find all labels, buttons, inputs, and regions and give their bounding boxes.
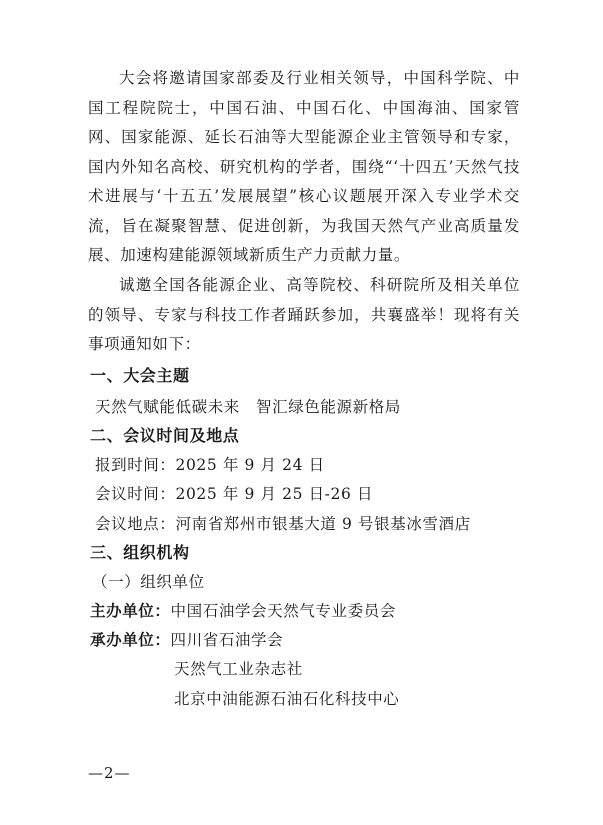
invitation-paragraph: 诚邀全国各能源企业、高等院校、科研院所及相关单位的领导、专家与科技工作者踊跃参加，共襄盛举！现将有关事项通知如下： [88, 276, 520, 353]
intro-paragraph: 大会将邀请国家部委及行业相关领导，中国科学院、中国工程院院士，中国石油、中国石化、中国海油、国家管网、国家能源、延长石油等大型能源企业主管领导和专家，国内外知名高校、研究机构的学者，围绕“‘十四五’天然气技术进展与‘十五五’发展展望”核心议题展开深入专业学术交流，旨在凝聚智慧、促进创新，为我国天然气产业高质量发展、加速构建能源领域新质生产力贡献力量。 [88, 69, 520, 264]
section-heading-time-place: 二、会议时间及地点 [90, 426, 240, 445]
organizer-value-2: 天然气工业杂志社 [174, 660, 303, 678]
host-value: 中国石油学会天然气专业委员会 [170, 602, 396, 620]
organizer-value-1: 四川省石油学会 [170, 631, 284, 649]
meeting-time: 会议时间：2025 年 9 月 25 日-26 日 [95, 485, 374, 503]
organizer-label: 承办单位： [90, 631, 171, 649]
meeting-venue: 会议地点：河南省郑州市银基大道 9 号银基冰雪酒店 [95, 515, 471, 533]
section-heading-theme: 一、大会主题 [90, 366, 190, 385]
checkin-time: 报到时间：2025 年 9 月 24 日 [95, 456, 325, 474]
organizer-value-3: 北京中油能源石油石化科技中心 [174, 690, 400, 708]
organizer-row [90, 630, 283, 650]
host-label: 主办单位： [90, 602, 171, 620]
theme-text: 天然气赋能低碳未来 智汇绿色能源新格局 [95, 398, 401, 416]
section-heading-organization: 三、组织机构 [90, 543, 190, 562]
host-row [90, 601, 396, 621]
page-number: —2— [88, 764, 131, 782]
organization-subheading: （一）组织单位 [92, 573, 205, 591]
